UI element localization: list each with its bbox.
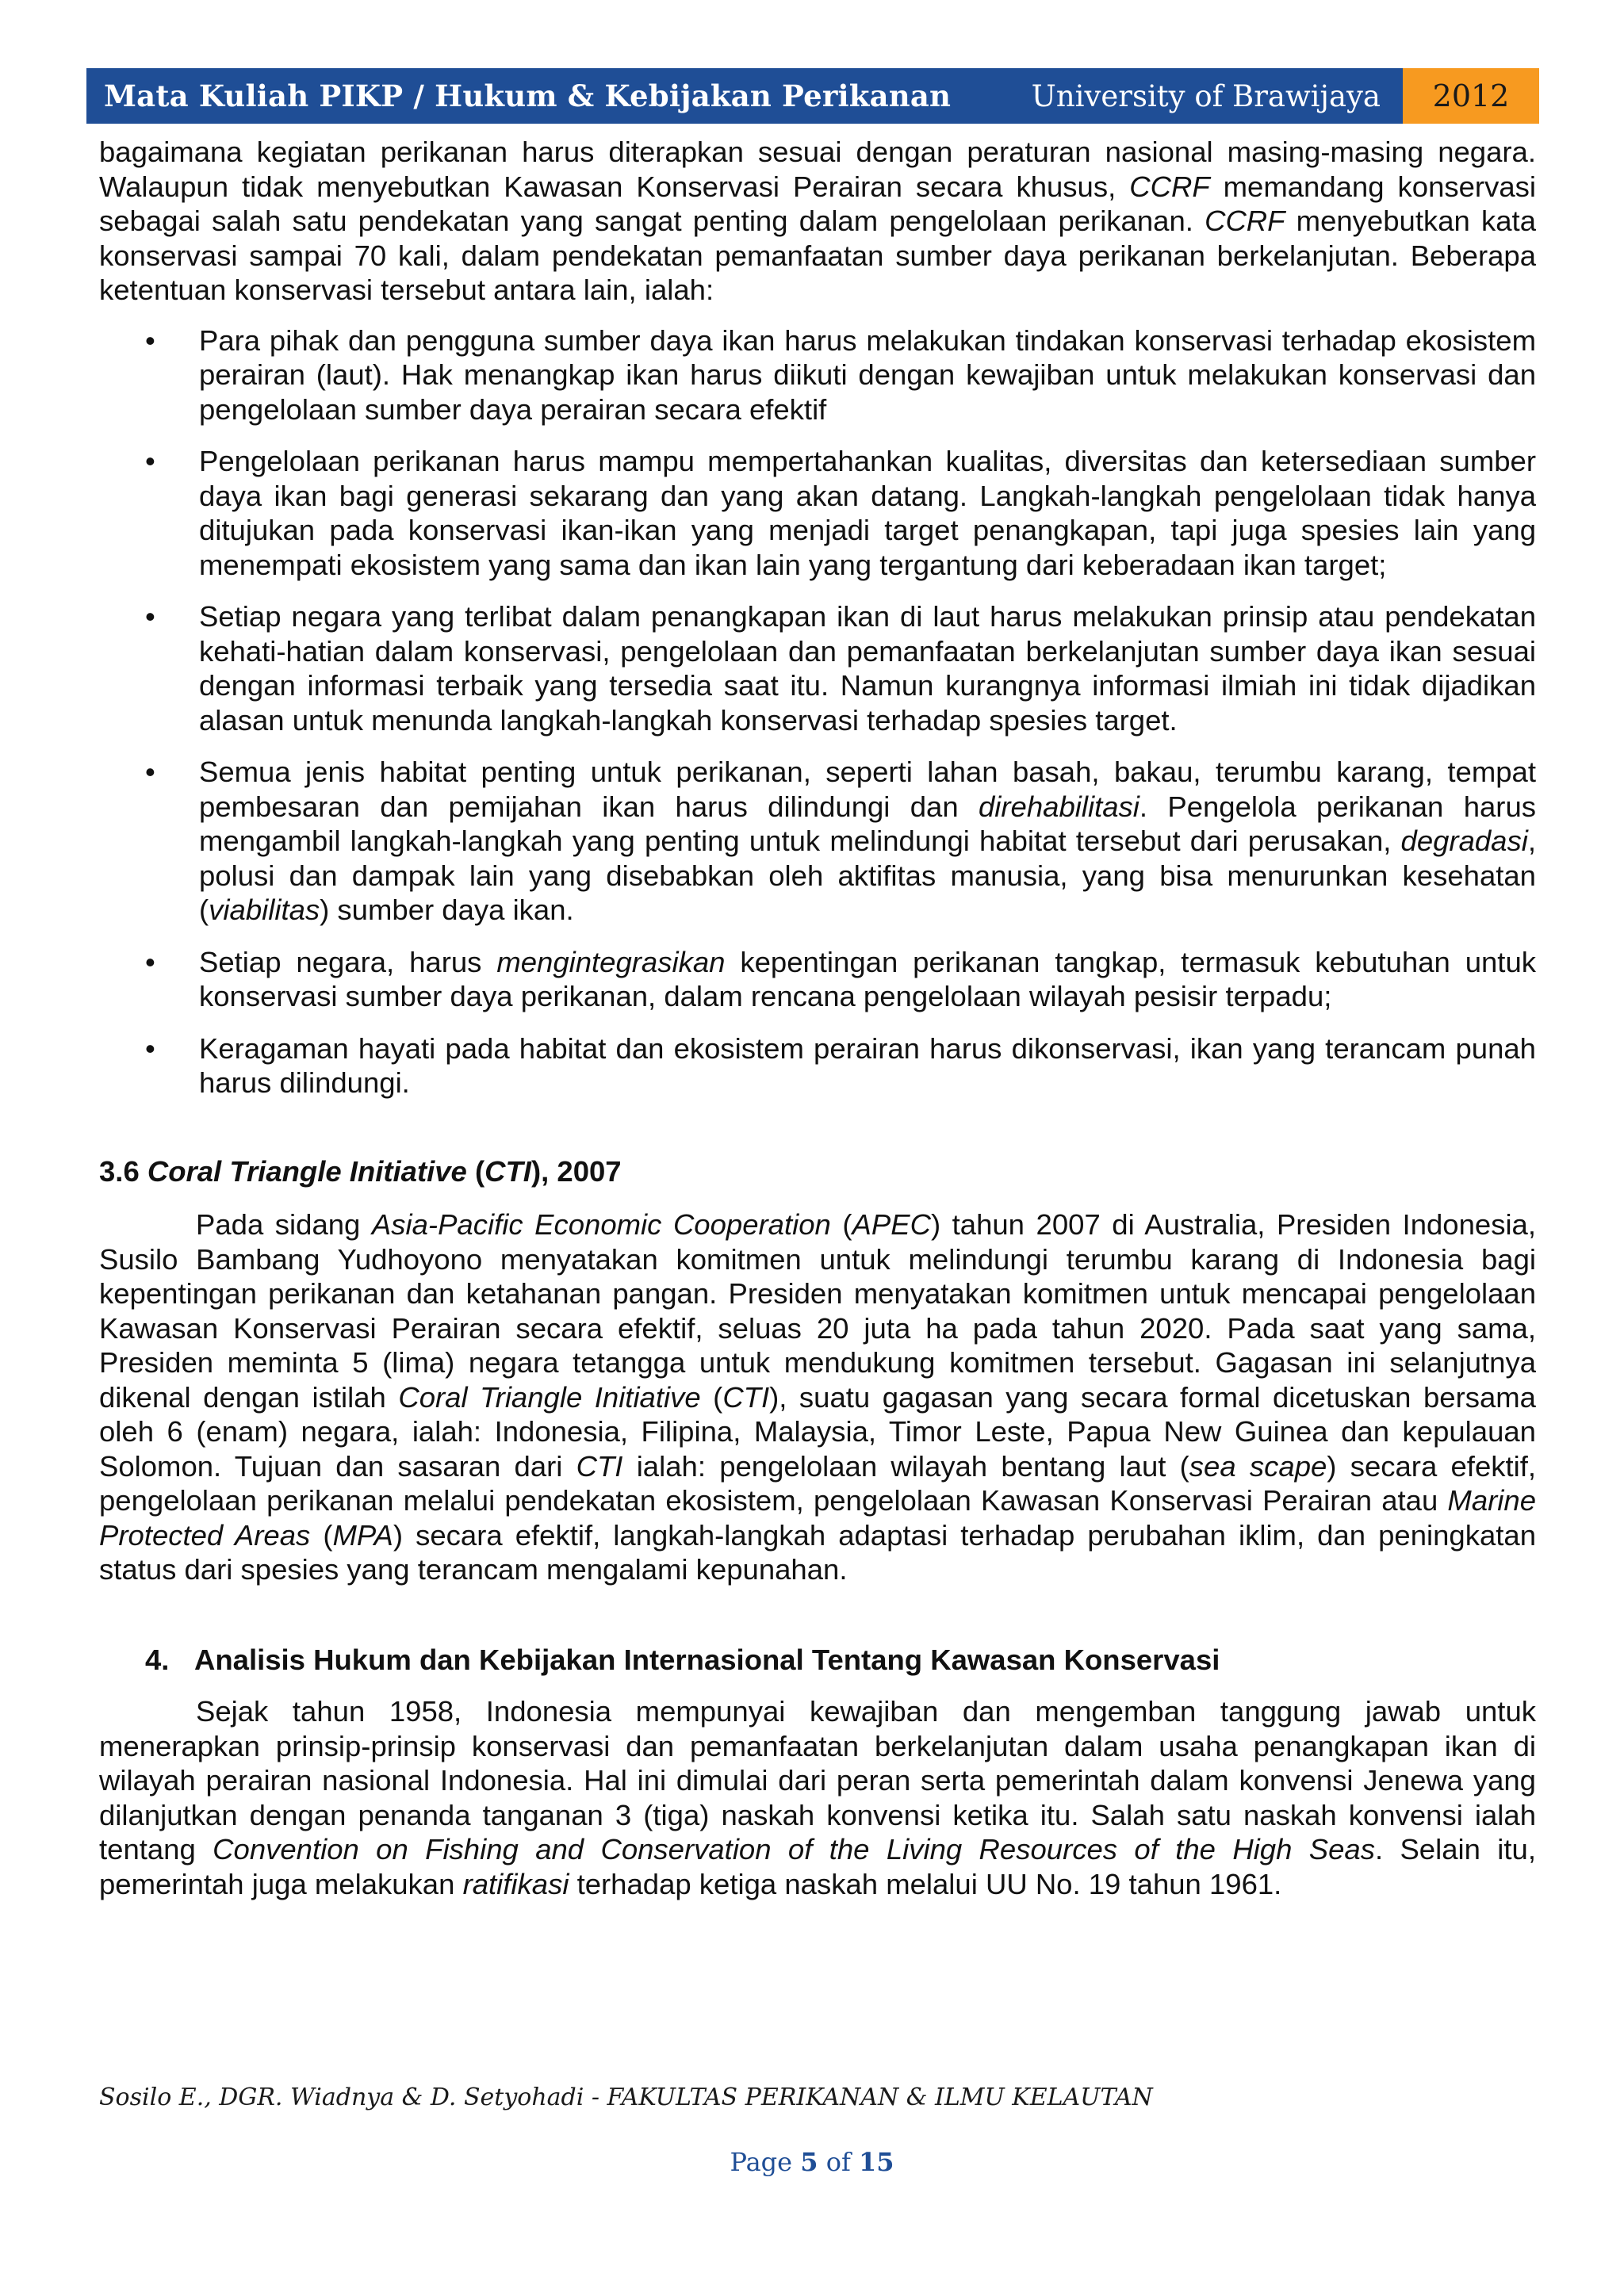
list-item: • Setiap negara, harus mengintegrasikan kepentingan perikanan tangkap, termasuk kebutuhan untuk konservasi sumber daya perikanan, dalam rencana pengelolaan wilayah pesisir terpadu; <box>145 945 1536 1012</box>
year-badge: 2012 <box>1403 68 1539 124</box>
header-blue-band <box>86 68 1403 124</box>
bullet-icon: • <box>145 600 155 633</box>
section-4-heading: 4. Analisis Hukum dan Kebijakan Internasional Tentang Kawasan Konservasi <box>145 1643 1220 1676</box>
section-3-6-paragraph: Pada sidang Asia-Pacific Economic Cooperation (APEC) tahun 2007 di Australia, Presiden Indonesia, Susilo Bambang Yudhoyono menyatakan komitmen untuk melindungi terumbu karang di Indonesia bagi kepentingan perikanan dan ketahanan pangan. Presiden menyatakan komitmen untuk mencapai pengelolaan Kawasan Konservasi Perairan secara efektif, seluas 20 juta ha pada tahun 2020. Pada saat yang sama, Presiden meminta 5 (lima) negara tetangga untuk mendukung komitmen tersebut. Gagasan ini selanjutnya dikenal dengan istilah Coral Triangle Initiative (CTI), suatu gagasan yang secara formal dicetuskan bersama oleh 6 (enam) negara, ialah: Indonesia, Filipina, Malaysia, Timor Leste, Papua New Guinea dan kepulauan Solomon. Tujuan dan sasaran dari CTI ialah: pengelolaan wilayah bentang laut (sea scape) secara efektif, pengelolaan perikanan melalui pendekatan ekosistem, pengelolaan Kawasan Konservasi Perairan atau Marine Protected Areas (MPA) secara efektif, langkah-langkah adaptasi terhadap perubahan iklim, dan peningkatan status dari spesies yang terancam mengalami kepunahan. <box>99 1208 1537 1586</box>
bullet-icon: • <box>145 445 155 477</box>
conservation-provisions-list <box>99 323 1536 1100</box>
list-item: • Semua jenis habitat penting untuk perikanan, seperti lahan basah, bakau, terumbu karang, tempat pembesaran dan pemijahan ikan harus dilindungi dan direhabilitasi. Pengelola perikanan harus mengambil langkah-langkah yang penting untuk melindungi habitat tersebut dari perusakan, degradasi, polusi dan dampak lain yang disebabkan oleh aktifitas manusia, yang bisa menurunkan kesehatan (viabilitas) sumber daya ikan. <box>145 756 1536 926</box>
section-4-paragraph: Sejak tahun 1958, Indonesia mempunyai kewajiban dan mengemban tanggung jawab untuk menerapkan prinsip-prinsip konservasi dan pemanfaatan berkelanjutan dalam usaha penangkapan ikan di wilayah perairan nasional Indonesia. Hal ini dimulai dari peran serta pemerintah dalam konvensi Jenewa yang dilanjutkan dengan penanda tanganan 3 (tiga) naskah konvensi ketika itu. Salah satu naskah konvensi ialah tentang Convention on Fishing and Conservation of the Living Resources of the High Seas. Selain itu, pemerintah juga melakukan ratifikasi terhadap ketiga naskah melalui UU No. 19 tahun 1961. <box>99 1695 1536 1900</box>
intro-paragraph: bagaimana kegiatan perikanan harus diterapkan sesuai dengan peraturan nasional masing-masing negara. Walaupun tidak menyebutkan Kawasan Konservasi Perairan secara khusus, CCRF memandang konservasi sebagai salah satu pendekatan yang sangat penting dalam pengelolaan perikanan. CCRF menyebutkan kata konservasi sampai 70 kali, dalam pendekatan pemanfaatan sumber daya perikanan berkelanjutan. Beberapa ketentuan konservasi tersebut antara lain, ialah: <box>99 136 1536 306</box>
list-item: • Setiap negara yang terlibat dalam penangkapan ikan di laut harus melakukan prinsip atau pendekatan kehati-hatian dalam konservasi, pengelolaan dan pemanfaatan berkelanjutan sumber daya ikan sesuai dengan informasi terbaik yang tersedia saat itu. Namun kurangnya informasi ilmiah ini tidak dijadikan alasan untuk menunda langkah-langkah konservasi terhadap spesies target. <box>145 600 1536 737</box>
page-number: Page 5 of 15 <box>730 2147 894 2177</box>
footer-authors: Sosilo E., DGR. Wiadnya & D. Setyohadi - FAKULTAS PERIKANAN & ILMU KELAUTAN <box>99 2084 1153 2111</box>
document-body <box>99 135 1536 1901</box>
list-item: • Keragaman hayati pada habitat dan ekosistem perairan harus dikonservasi, ikan yang terancam punah harus dilindungi. <box>145 1031 1536 1099</box>
list-item: • Pengelolaan perikanan harus mampu mempertahankan kualitas, diversitas dan ketersediaan sumber daya ikan bagi generasi sekarang dan yang akan datang. Langkah-langkah pengelolaan tidak hanya ditujukan pada konservasi ikan-ikan yang menjadi target penangkapan, tapi juga spesies lain yang menempati ekosistem yang sama dan ikan lain yang tergantung dari keberadaan ikan target; <box>145 445 1536 581</box>
bullet-icon: • <box>145 756 155 788</box>
header-bar <box>86 68 1539 124</box>
university-name: University of Brawijaya <box>1031 78 1381 113</box>
bullet-icon: • <box>145 323 155 357</box>
course-title: Mata Kuliah PIKP / Hukum & Kebijakan Perikanan <box>104 78 952 113</box>
bullet-icon: • <box>145 1031 155 1065</box>
list-item: • Para pihak dan pengguna sumber daya ikan harus melakukan tindakan konservasi terhadap ekosistem perairan (laut). Hak menangkap ikan harus diikuti dengan kewajiban untuk melakukan konservasi dan pengelolaan sumber daya perairan secara efektif <box>145 323 1536 426</box>
section-3-6-heading: 3.6 Coral Triangle Initiative (CTI), 2007 <box>99 1154 622 1188</box>
bullet-icon: • <box>145 945 155 978</box>
